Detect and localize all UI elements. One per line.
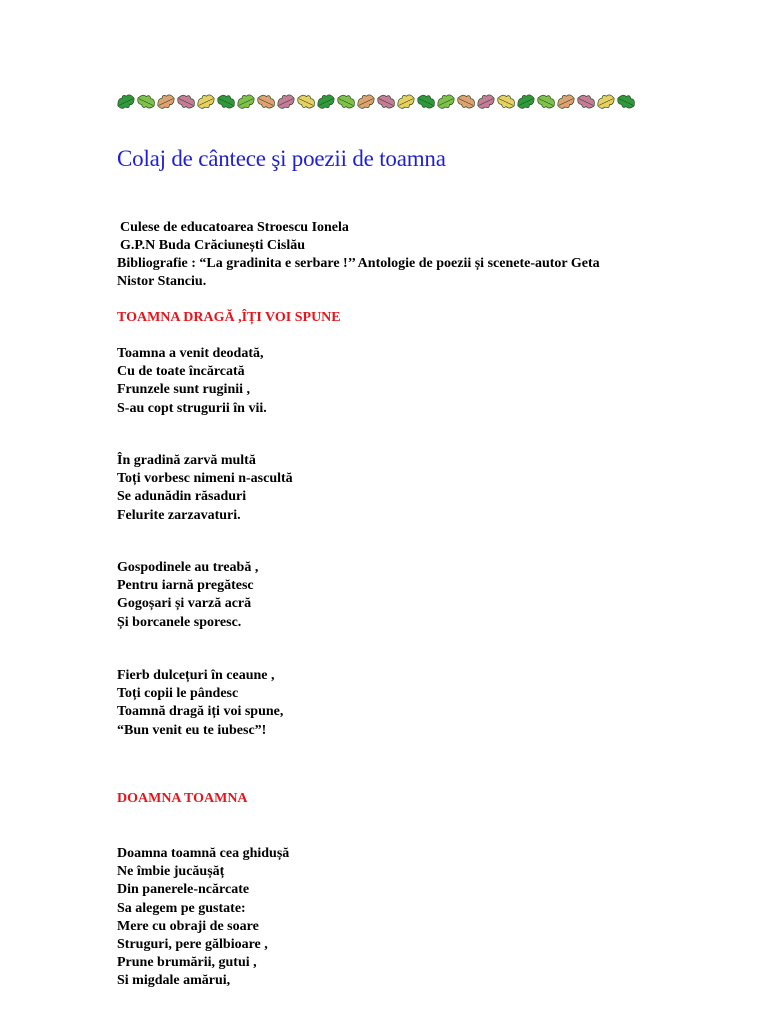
verse-line: Mere cu obraji de soare [117,918,259,934]
leaf-icon [435,92,457,111]
verse-line: Gospodinele au treabă , [117,560,259,575]
meta-school: G.P.N Buda Crăciunești Cislău [120,238,306,253]
verse-line: Toți vorbesc nimeni n-ascultă [117,471,293,487]
verse-line: Fierb dulcețuri în ceaune , [117,668,275,683]
leaf-icon [215,92,237,111]
leaf-icon [375,92,397,111]
verse-line: Pentru iarnă pregătesc [117,578,254,594]
leaf-icon [515,92,537,111]
leaf-icon [155,92,177,111]
leaf-icon [135,92,157,111]
poem-1-stanza-4 [117,667,283,740]
leaf-icon [395,92,417,111]
leaf-icon [116,92,137,111]
document-meta [117,219,677,291]
leaf-icon [615,92,637,111]
meta-bibliography: Bibliografie : “La gradinita e serbare !’’ Antologie de poezii și scenete-autor Geta [117,256,600,271]
verse-line: Toți copii le pândesc [117,686,239,702]
verse-line: Frunzele sunt ruginii , [117,382,251,398]
verse-line: Din panerele-ncărcate [117,882,250,898]
poem-1-stanza-1 [117,345,267,418]
verse-line: Gogoșari și varză acră [117,596,252,612]
leaf-icon [175,92,197,111]
verse-line: Și borcanele sporesc. [117,614,242,630]
leaf-icon [235,92,257,111]
leaf-icon [275,92,297,111]
verse-line: Ne îmbie jucăușăț [117,864,225,880]
poem-2-heading: DOAMNA TOAMNA [117,791,248,806]
verse-line: În gradină zarvă multă [117,453,256,468]
leaf-icon [595,92,617,111]
meta-bibliography-cont: Nistor Stanciu. [117,274,207,289]
leaf-icon [455,92,477,111]
page-title: Colaj de cântece şi poezii de toamna [117,146,446,171]
verse-line: Se adunădin răsaduri [117,489,247,505]
leaf-icon [295,92,317,111]
leaf-icon [335,92,357,111]
verse-line: Cu de toate încărcată [117,364,245,380]
meta-author: Culese de educatoarea Stroescu Ionela [120,220,349,235]
leaf-icon [195,92,217,111]
verse-line: Si migdale amărui, [117,973,231,989]
verse-line: Sa alegem pe gustate: [117,900,246,916]
leaf-icon [315,92,337,111]
poem-1-heading: TOAMNA DRAGĂ ,ÎȚI VOI SPUNE [117,310,341,325]
leaf-icon [575,92,597,111]
verse-line: Toamna a venit deodată, [117,346,264,361]
autumn-leaves-border-icon [116,92,652,112]
leaf-icon [255,92,277,111]
leaf-icon [475,92,497,111]
poem-2-stanza-1 [117,845,289,991]
leaf-icon [555,92,577,111]
verse-line: “Bun venit eu te iubesc”! [117,722,267,738]
verse-line: S-au copt strugurii în vii. [117,400,267,416]
leaf-icon [535,92,557,111]
poem-1-stanza-2 [117,452,293,525]
verse-line: Prune brumării, gutui , [117,955,257,971]
verse-line: Toamnă dragă iți voi spune, [117,704,284,720]
verse-line: Doamna toamnă cea ghidușă [117,846,290,861]
leaf-icon [495,92,517,111]
leaf-icon [355,92,377,111]
poem-1-stanza-3 [117,559,258,632]
leaf-icon [415,92,437,111]
verse-line: Felurite zarzavaturi. [117,507,241,523]
verse-line: Struguri, pere gălbioare , [117,937,268,953]
